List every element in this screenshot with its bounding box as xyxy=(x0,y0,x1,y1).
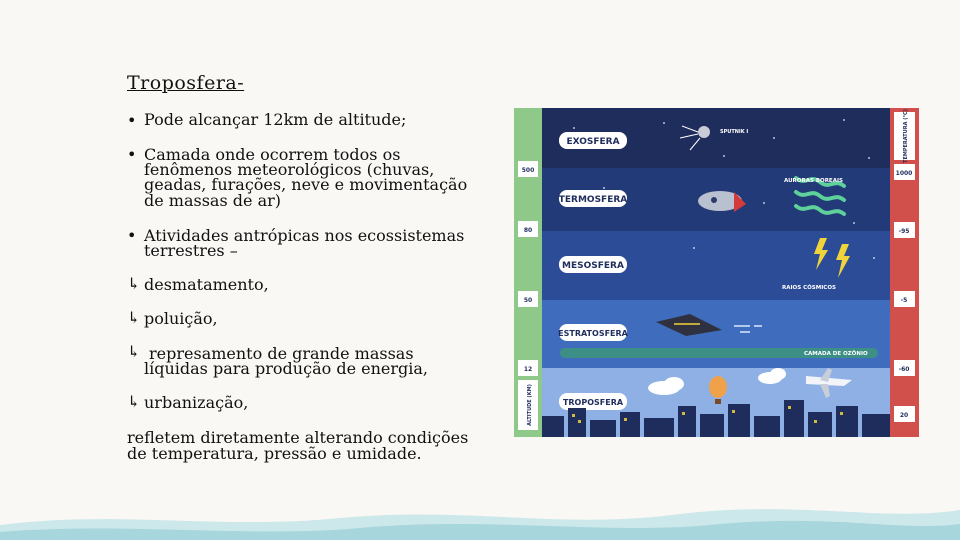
svg-text:12: 12 xyxy=(523,366,533,373)
svg-text:80: 80 xyxy=(523,227,533,234)
troposfera-label xyxy=(559,393,627,410)
bullet-text: fenômenos meteorológicos (chuvas, xyxy=(144,160,435,179)
closing-text: de temperatura, pressão e umidade. xyxy=(127,444,422,463)
svg-text:50: 50 xyxy=(523,297,533,304)
svg-text:-95: -95 xyxy=(898,228,910,235)
bullet-text: Camada onde ocorrem todos os xyxy=(144,145,401,164)
decorative-wave xyxy=(0,480,960,540)
subitem-text: represamento de grande massas xyxy=(149,344,414,363)
bullet-text: Pode alcançar 12km de altitude; xyxy=(144,110,407,129)
subitem-text: líquidas para produção de energia, xyxy=(144,359,428,378)
svg-text:-60: -60 xyxy=(898,366,910,373)
svg-text:ESTRATOSFERA: ESTRATOSFERA xyxy=(558,329,628,338)
raios-label: RAIOS CÓSMICOS xyxy=(782,285,836,291)
svg-text:TEMPERATURA (°C): TEMPERATURA (°C) xyxy=(903,109,909,163)
termosfera-label xyxy=(559,190,628,207)
slide-title: Troposfera- xyxy=(127,72,245,94)
arrow-icon: ↳ xyxy=(127,392,141,411)
bullet-text: de massas de ar) xyxy=(144,191,281,210)
ozone-label: CAMADA DE OZÔNIO xyxy=(804,351,868,357)
svg-text:500: 500 xyxy=(521,167,535,174)
bullet-text: geadas, furações, neve e movimentação xyxy=(144,175,468,194)
subitem-text: desmatamento, xyxy=(144,275,269,294)
bullet-dot: • xyxy=(127,226,137,245)
svg-text:-5: -5 xyxy=(900,297,908,304)
bullet-text: Atividades antrópicas nos ecossistemas xyxy=(144,226,465,245)
closing-text: refletem diretamente alterando condições xyxy=(127,428,469,447)
subitem-text: urbanização, xyxy=(144,393,249,412)
svg-text:TERMOSFERA: TERMOSFERA xyxy=(558,195,628,205)
arrow-icon: ↳ xyxy=(127,342,141,361)
svg-text:1000: 1000 xyxy=(895,170,913,177)
arrow-icon: ↳ xyxy=(127,274,141,293)
svg-text:MESOSFERA: MESOSFERA xyxy=(562,261,624,271)
estratosfera-label xyxy=(558,324,629,341)
svg-text:TROPOSFERA: TROPOSFERA xyxy=(562,398,624,407)
sputnik-label: SPUTNIK I xyxy=(720,129,749,135)
arrow-icon: ↳ xyxy=(127,308,141,327)
atmosphere-layers-figure xyxy=(514,108,919,437)
svg-text:ALTITUDE (KM): ALTITUDE (KM) xyxy=(527,384,533,426)
bullet-text: terrestres – xyxy=(144,241,238,260)
svg-text:EXOSFERA: EXOSFERA xyxy=(566,137,620,147)
subitem-text: poluição, xyxy=(144,309,218,328)
svg-text:20: 20 xyxy=(899,412,909,419)
mesosfera-label xyxy=(559,256,627,273)
bullet-dot: • xyxy=(127,145,137,164)
bullet-dot: • xyxy=(127,111,137,130)
auroras-label: AURORAS BOREAIS xyxy=(784,178,843,184)
exosfera-label xyxy=(559,132,627,149)
